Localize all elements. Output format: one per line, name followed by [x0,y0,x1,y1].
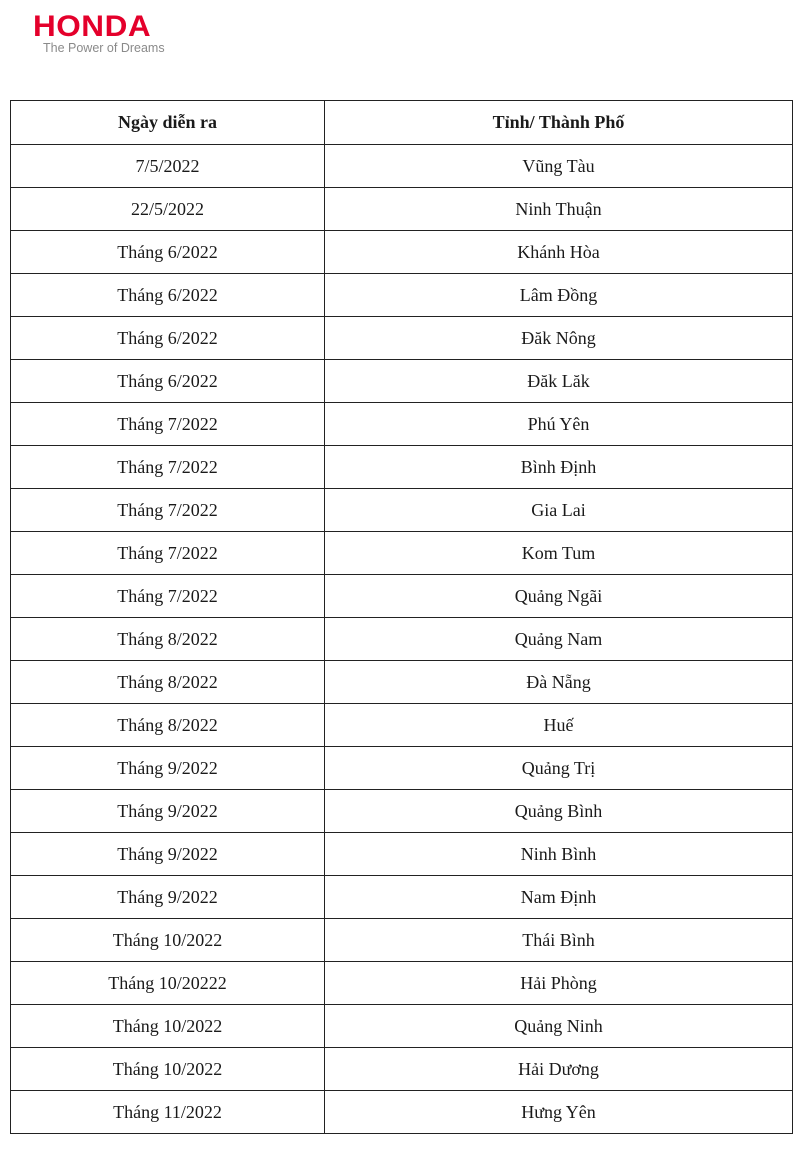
honda-logo [33,12,165,55]
date-cell: Tháng 8/2022 [11,704,325,747]
table-row [11,274,793,317]
province-cell: Vũng Tàu [325,145,793,188]
table-header-row [11,101,793,145]
date-cell: Tháng 6/2022 [11,274,325,317]
table-row [11,532,793,575]
province-cell: Ninh Thuận [325,188,793,231]
date-cell: Tháng 10/20222 [11,962,325,1005]
schedule-table [10,100,793,1134]
date-cell: Tháng 6/2022 [11,360,325,403]
province-cell: Hưng Yên [325,1091,793,1134]
table-row [11,403,793,446]
date-cell: Tháng 7/2022 [11,575,325,618]
brand-wordmark: HONDA [33,10,152,43]
brand-tagline: The Power of Dreams [43,41,165,55]
date-cell: 7/5/2022 [11,145,325,188]
table-row [11,833,793,876]
date-cell: Tháng 11/2022 [11,1091,325,1134]
province-cell: Quảng Trị [325,747,793,790]
date-cell: Tháng 6/2022 [11,231,325,274]
province-cell: Đăk Lăk [325,360,793,403]
table-row [11,360,793,403]
date-cell: Tháng 7/2022 [11,489,325,532]
column-header-province: Tỉnh/ Thành Phố [325,101,793,145]
date-cell: Tháng 9/2022 [11,790,325,833]
province-cell: Quảng Ngãi [325,575,793,618]
date-cell: 22/5/2022 [11,188,325,231]
date-cell: Tháng 10/2022 [11,1048,325,1091]
column-header-date: Ngày diễn ra [11,101,325,145]
province-cell: Quảng Bình [325,790,793,833]
table-row [11,145,793,188]
table-row [11,1091,793,1134]
table-row [11,575,793,618]
date-cell: Tháng 10/2022 [11,1005,325,1048]
province-cell: Phú Yên [325,403,793,446]
table-row [11,747,793,790]
province-cell: Bình Định [325,446,793,489]
table-row [11,962,793,1005]
province-cell: Thái Bình [325,919,793,962]
date-cell: Tháng 10/2022 [11,919,325,962]
table-row [11,876,793,919]
table-row [11,1048,793,1091]
province-cell: Nam Định [325,876,793,919]
date-cell: Tháng 7/2022 [11,532,325,575]
province-cell: Huế [325,704,793,747]
date-cell: Tháng 9/2022 [11,876,325,919]
table-row [11,317,793,360]
schedule-body [11,145,793,1134]
date-cell: Tháng 8/2022 [11,618,325,661]
province-cell: Hải Dương [325,1048,793,1091]
date-cell: Tháng 7/2022 [11,446,325,489]
province-cell: Gia Lai [325,489,793,532]
table-row [11,661,793,704]
province-cell: Quảng Nam [325,618,793,661]
table-row [11,790,793,833]
date-cell: Tháng 6/2022 [11,317,325,360]
table-row [11,231,793,274]
date-cell: Tháng 8/2022 [11,661,325,704]
province-cell: Lâm Đồng [325,274,793,317]
province-cell: Đà Nẵng [325,661,793,704]
table-row [11,489,793,532]
date-cell: Tháng 7/2022 [11,403,325,446]
province-cell: Kom Tum [325,532,793,575]
table-row [11,618,793,661]
province-cell: Khánh Hòa [325,231,793,274]
table-row [11,1005,793,1048]
date-cell: Tháng 9/2022 [11,747,325,790]
province-cell: Ninh Bình [325,833,793,876]
table-row [11,446,793,489]
province-cell: Quảng Ninh [325,1005,793,1048]
table-row [11,188,793,231]
province-cell: Đăk Nông [325,317,793,360]
table-row [11,919,793,962]
province-cell: Hải Phòng [325,962,793,1005]
date-cell: Tháng 9/2022 [11,833,325,876]
table-row [11,704,793,747]
